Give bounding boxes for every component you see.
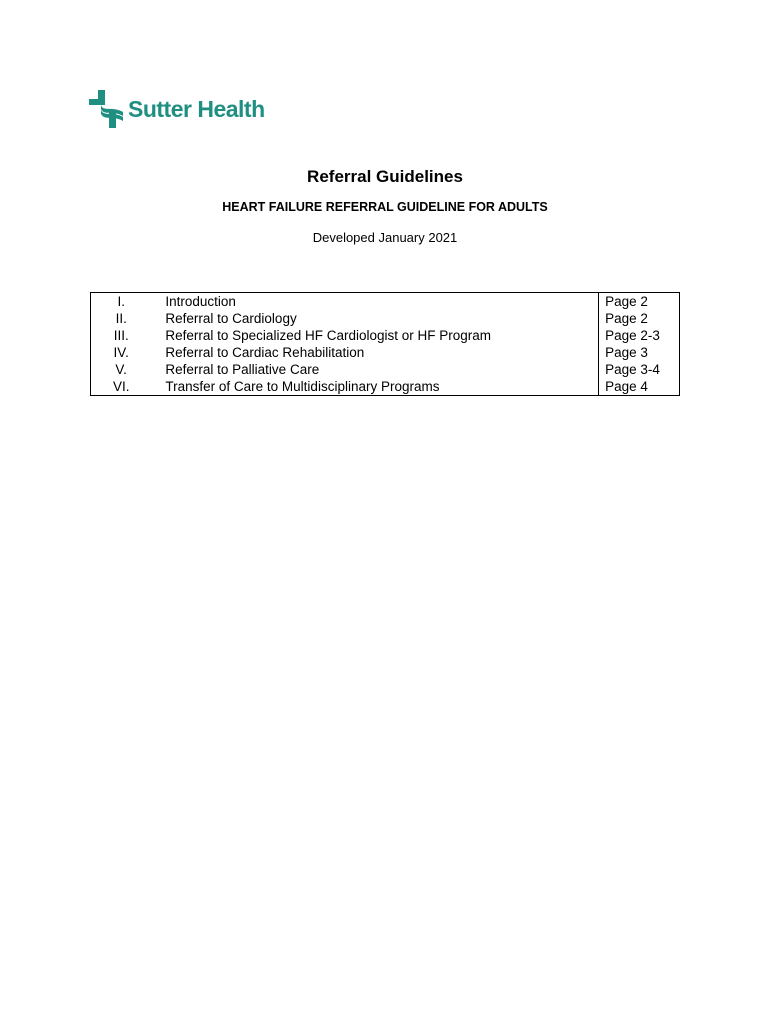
toc-section-title: Introduction xyxy=(165,293,598,311)
toc-section-title: Referral to Palliative Care xyxy=(165,362,320,377)
toc-row xyxy=(91,361,680,378)
toc-number: I. xyxy=(91,293,166,311)
toc-page: Page 3-4 xyxy=(599,361,680,378)
toc-row xyxy=(91,344,680,361)
toc-row xyxy=(91,327,680,344)
toc-page: Page 2 xyxy=(599,293,680,311)
toc-number: II. xyxy=(91,310,166,327)
toc-page: Page 3 xyxy=(599,344,680,361)
toc-number: IV. xyxy=(91,344,166,361)
developed-date: Developed January 2021 xyxy=(312,230,458,245)
sutter-health-logo-icon xyxy=(89,90,125,128)
logo xyxy=(89,90,265,128)
toc-section-title: Referral to Cardiac Rehabilitation xyxy=(165,345,365,360)
toc-row xyxy=(91,293,680,311)
toc-number: VI. xyxy=(91,378,166,396)
toc-section-title: Referral to Specialized HF Cardiologist or HF Program xyxy=(165,328,492,343)
toc-page: Page 2 xyxy=(599,310,680,327)
toc-row xyxy=(91,378,680,396)
toc-page: Page 2-3 xyxy=(599,327,680,344)
table-of-contents xyxy=(90,292,680,396)
toc-row xyxy=(91,310,680,327)
toc-section-title: Referral to Cardiology xyxy=(165,311,297,326)
logo-text: Sutter Health xyxy=(128,95,265,122)
toc-number: III. xyxy=(91,327,166,344)
page-title: Referral Guidelines xyxy=(307,167,463,186)
page-subtitle: HEART FAILURE REFERRAL GUIDELINE FOR ADULTS xyxy=(222,200,548,214)
toc-number: V. xyxy=(91,361,166,378)
toc-page: Page 4 xyxy=(599,378,680,396)
toc-section-title: Transfer of Care to Multidisciplinary Programs xyxy=(165,378,598,396)
